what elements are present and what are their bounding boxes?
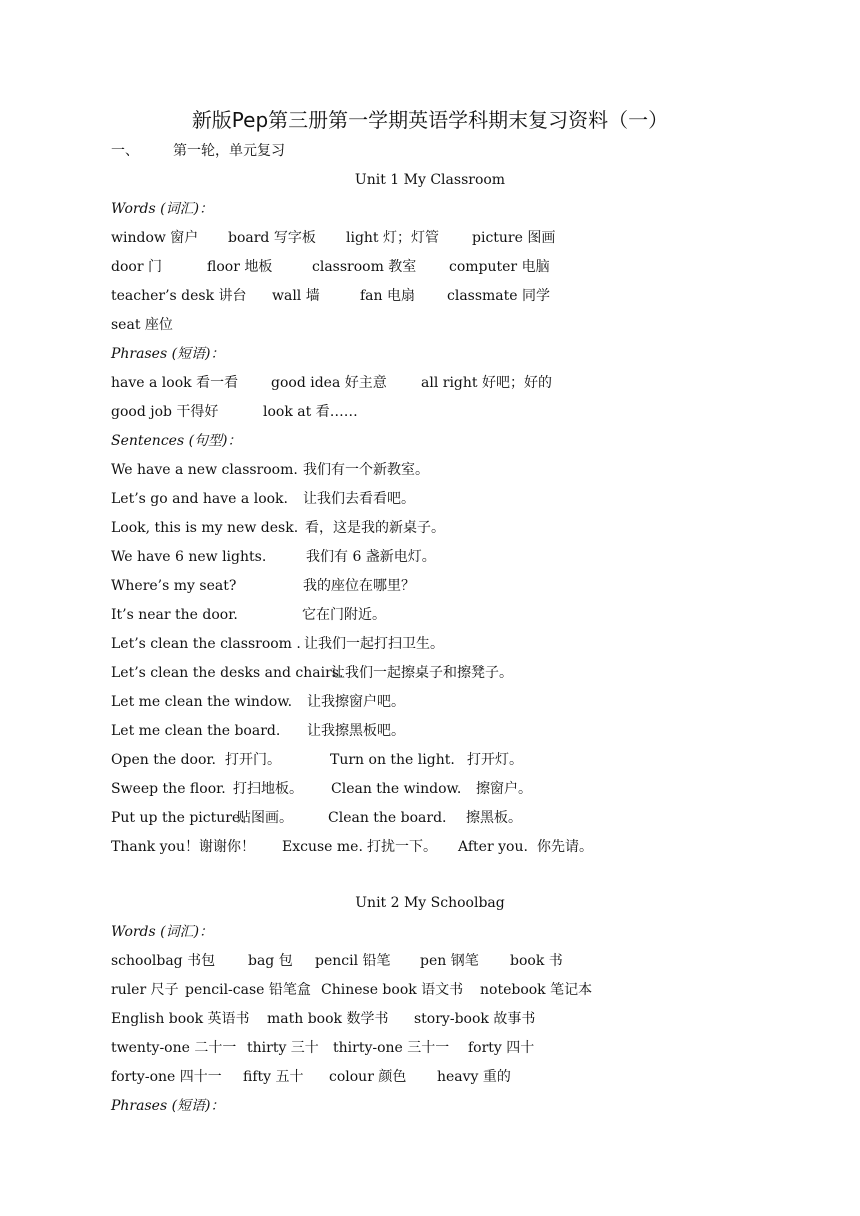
word-row xyxy=(111,285,550,307)
word-item: floor 地板 xyxy=(207,259,273,275)
word-row xyxy=(111,1008,535,1030)
word-row xyxy=(111,979,592,1001)
command-row xyxy=(111,836,593,858)
word-item: book 书 xyxy=(510,953,563,969)
phrase-item: have a look 看一看 xyxy=(111,375,239,391)
sentence-en: It’s near the door. xyxy=(111,607,238,623)
phrase-item: good idea 好主意 xyxy=(271,375,387,391)
word-item: heavy 重的 xyxy=(437,1069,511,1085)
phrase-item: all right 好吧；好的 xyxy=(421,375,552,391)
unit2-phrases-label: Phrases (短语)： xyxy=(111,1098,225,1114)
word-item: ruler 尺子 xyxy=(111,982,179,998)
sentence-row xyxy=(111,517,445,539)
command-zh: 打扰一下。 xyxy=(367,839,437,855)
command-row xyxy=(111,749,523,771)
unit2-words-label: Words (词汇)： xyxy=(111,924,214,940)
unit2-heading: Unit 2 My Schoolbag xyxy=(355,895,505,911)
word-item: forty 四十 xyxy=(468,1040,535,1056)
word-item: door 门 xyxy=(111,259,162,275)
command-en: Turn on the light. xyxy=(330,752,455,768)
sentence-zh: 看，这是我的新桌子。 xyxy=(305,520,445,536)
unit1-words-label: Words (词汇)： xyxy=(111,201,214,217)
sentence-zh: 它在门附近。 xyxy=(302,607,386,623)
word-item: wall 墙 xyxy=(272,288,320,304)
sentence-zh: 让我们去看看吧。 xyxy=(303,491,415,507)
word-item: light 灯；灯管 xyxy=(346,230,440,246)
command-en: Clean the board. xyxy=(328,810,447,826)
word-item: twenty-one 二十一 xyxy=(111,1040,237,1056)
command-zh: 擦窗户。 xyxy=(476,781,532,797)
command-row xyxy=(111,778,532,800)
command-en: Sweep the floor. xyxy=(111,781,226,797)
word-item: bag 包 xyxy=(248,953,293,969)
word-item: pencil-case 铅笔盒 xyxy=(185,982,311,998)
page-title: 新版Pep第三册第一学期英语学科期末复习资料（一） xyxy=(191,108,669,132)
word-item: picture 图画 xyxy=(472,230,556,246)
sentence-en: We have a new classroom. xyxy=(111,462,298,478)
word-row xyxy=(111,1037,534,1059)
word-row xyxy=(111,227,555,249)
word-item: computer 电脑 xyxy=(449,259,550,275)
command-zh: 谢谢你！ xyxy=(199,839,255,855)
sentence-row xyxy=(111,546,436,568)
section-text: 第一轮，单元复习 xyxy=(173,143,285,159)
sentence-zh: 让我们一起擦桌子和擦凳子。 xyxy=(331,665,513,681)
command-zh: 擦黑板。 xyxy=(466,810,522,826)
sentence-zh: 让我擦窗户吧。 xyxy=(307,694,405,710)
sentence-row xyxy=(111,633,444,655)
command-zh: 打扫地板。 xyxy=(233,781,303,797)
phrase-item: look at 看…… xyxy=(263,404,358,420)
word-item: schoolbag 书包 xyxy=(111,953,216,969)
sentence-en: Where’s my seat? xyxy=(111,578,237,594)
word-item: thirty 三十 xyxy=(247,1040,319,1056)
word-item: teacher’s desk 讲台 xyxy=(111,288,247,304)
sentence-row xyxy=(111,720,405,742)
command-row xyxy=(111,807,522,829)
command-zh: 你先请。 xyxy=(537,839,593,855)
sentence-en: Let me clean the window. xyxy=(111,694,293,710)
word-item: colour 颜色 xyxy=(329,1069,407,1085)
word-row xyxy=(111,256,550,278)
word-item: thirty-one 三十一 xyxy=(333,1040,450,1056)
sentence-row xyxy=(111,575,415,597)
command-en: Thank you！ xyxy=(111,839,200,855)
sentence-en: Look, this is my new desk. xyxy=(111,520,299,536)
command-en: Excuse me. xyxy=(282,839,363,855)
phrase-row xyxy=(111,401,358,423)
word-item: fan 电扇 xyxy=(360,288,415,304)
sentence-zh: 让我们一起打扫卫生。 xyxy=(304,636,444,652)
command-zh: 贴图画。 xyxy=(237,810,293,826)
word-item: fifty 五十 xyxy=(243,1069,304,1085)
word-item: window 窗户 xyxy=(111,230,199,246)
word-item: notebook 笔记本 xyxy=(480,982,593,998)
word-item: classroom 教室 xyxy=(312,259,417,275)
command-en: Put up the picture. xyxy=(111,810,245,826)
word-item: math book 数学书 xyxy=(267,1011,389,1027)
word-item: Chinese book 语文书 xyxy=(321,982,464,998)
sentence-row xyxy=(111,662,513,684)
sentence-row xyxy=(111,604,386,626)
command-en: Clean the window. xyxy=(331,781,462,797)
sentence-zh: 让我擦黑板吧。 xyxy=(307,723,405,739)
sentence-zh: 我们有一个新教室。 xyxy=(303,462,429,478)
sentence-en: Let’s clean the desks and chairs. xyxy=(111,665,344,681)
unit1-sentences-label: Sentences (句型)： xyxy=(111,433,242,449)
word-item: forty-one 四十一 xyxy=(111,1069,222,1085)
sentence-zh: 我们有 6 盏新电灯。 xyxy=(306,549,436,565)
phrase-item: good job 干得好 xyxy=(111,404,219,420)
word-item: English book 英语书 xyxy=(111,1011,250,1027)
sentence-en: We have 6 new lights. xyxy=(111,549,267,565)
word-item: seat 座位 xyxy=(111,317,173,333)
command-zh: 打开门。 xyxy=(225,752,281,768)
word-row xyxy=(111,314,173,336)
section-number: 一、 xyxy=(111,143,139,159)
word-item: pencil 铅笔 xyxy=(315,953,391,969)
unit1-heading: Unit 1 My Classroom xyxy=(354,172,506,188)
sentence-zh: 我的座位在哪里？ xyxy=(303,578,415,594)
word-item: board 写字板 xyxy=(228,230,316,246)
word-item: classmate 同学 xyxy=(447,288,551,304)
section-heading xyxy=(111,140,285,162)
sentence-row xyxy=(111,691,405,713)
sentence-en: Let me clean the board. xyxy=(111,723,281,739)
word-item: story-book 故事书 xyxy=(414,1011,536,1027)
sentence-en: Let’s clean the classroom . xyxy=(111,636,301,652)
sentence-row xyxy=(111,459,429,481)
word-row xyxy=(111,950,563,972)
command-en: Open the door. xyxy=(111,752,216,768)
sentence-row xyxy=(111,488,415,510)
command-en: After you. xyxy=(458,839,528,855)
unit1-phrases-label: Phrases (短语)： xyxy=(111,346,225,362)
phrase-row xyxy=(111,372,552,394)
word-item: pen 钢笔 xyxy=(420,953,479,969)
word-row xyxy=(111,1066,511,1088)
command-zh: 打开灯。 xyxy=(467,752,523,768)
sentence-en: Let’s go and have a look. xyxy=(111,491,288,507)
